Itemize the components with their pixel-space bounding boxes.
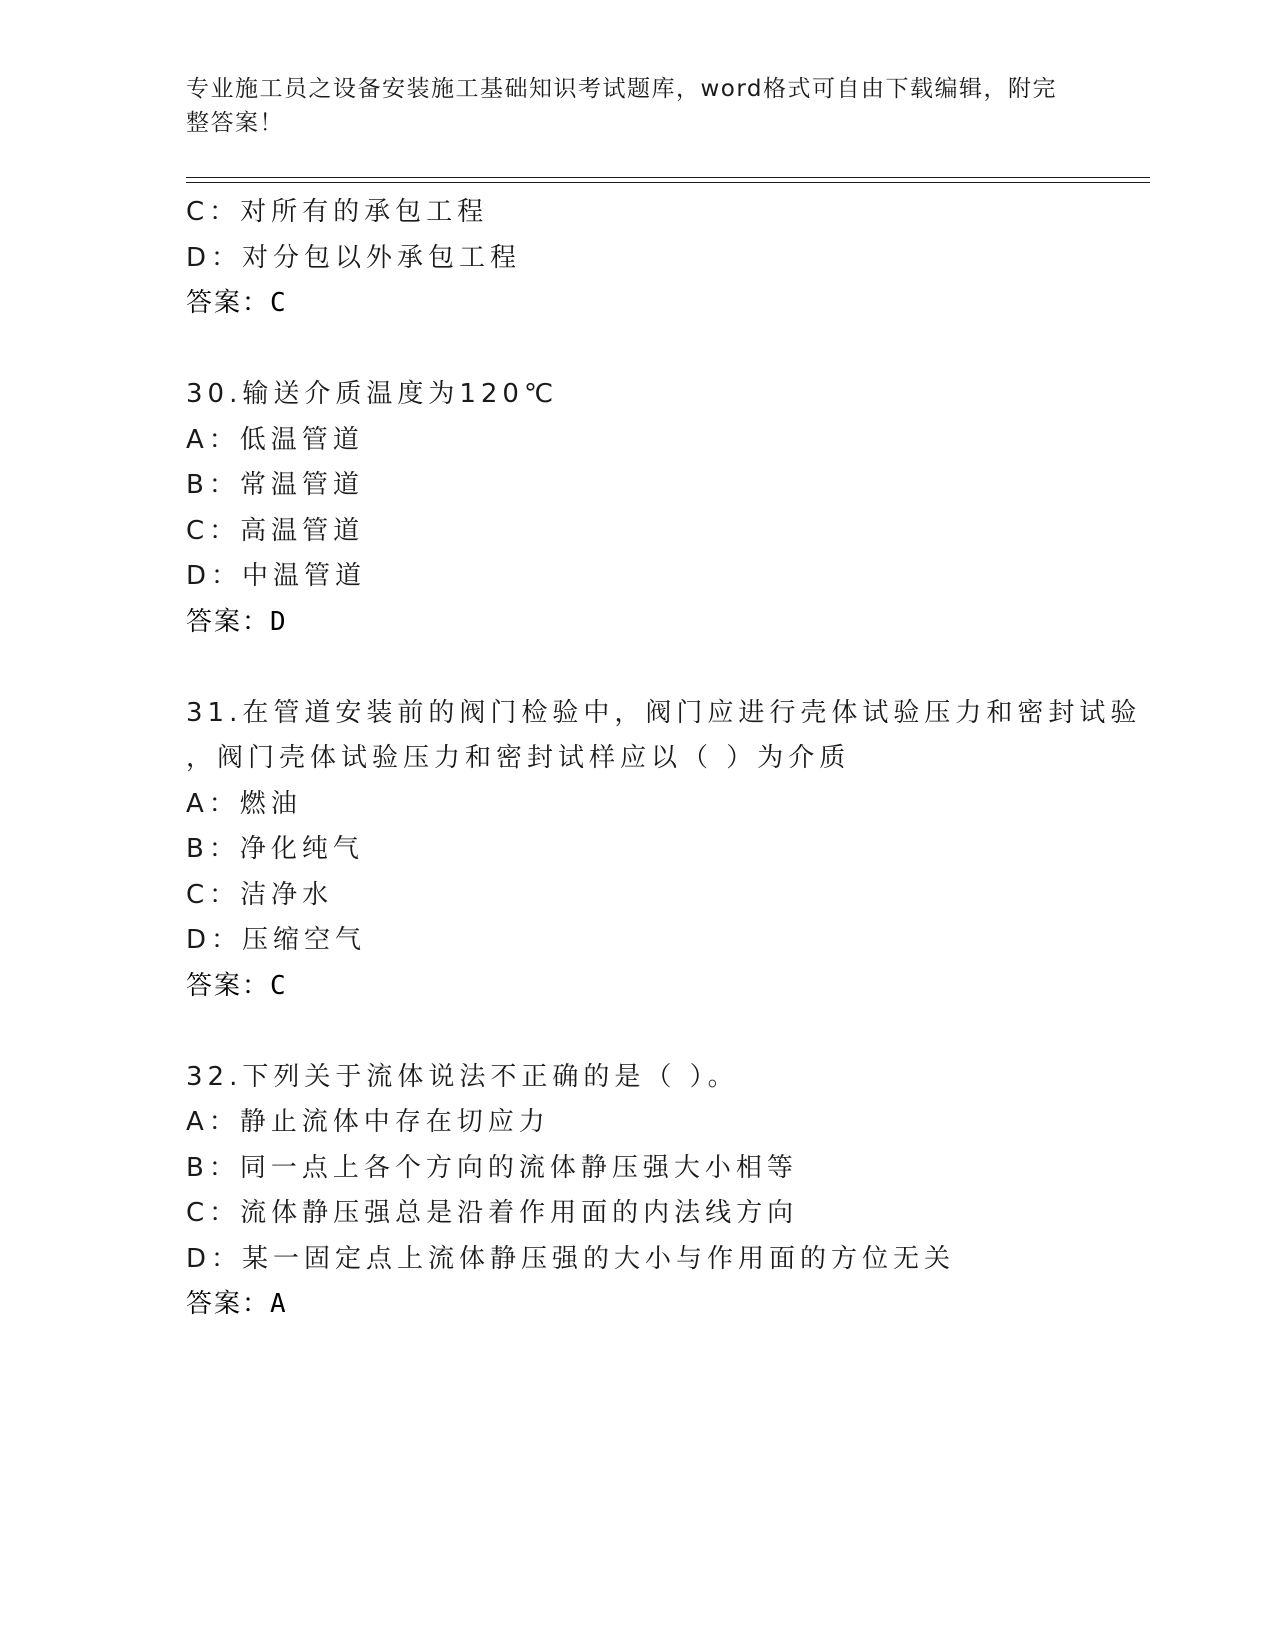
spacer <box>186 1009 1086 1055</box>
option-c: C：流体静压强总是沿着作用面的内法线方向 <box>186 1198 799 1228</box>
answer-line <box>186 1282 1086 1328</box>
option-b: B：净化纯气 <box>186 834 364 864</box>
question-29-tail <box>186 190 1086 327</box>
option-b: B：同一点上各个方向的流体静压强大小相等 <box>186 1152 798 1183</box>
answer-label: 答案： <box>186 970 271 1001</box>
option-a: A：静止流体中存在切应力 <box>186 1107 550 1137</box>
option-d: D：中温管道 <box>186 561 367 591</box>
option-b: B：常温管道 <box>186 470 364 500</box>
answer-line <box>186 600 1086 646</box>
option-c: C：高温管道 <box>186 515 365 546</box>
question-list <box>186 190 1142 1328</box>
spacer <box>186 327 1086 373</box>
answer-value: C <box>270 288 286 318</box>
answer-value: A <box>270 1289 286 1319</box>
question-stem-continued: ，阀门壳体试验压力和密封试样应以（ ）为介质 <box>186 743 851 773</box>
option-d: D：对分包以外承包工程 <box>186 242 522 273</box>
option-d: D：某一固定点上流体静压强的大小与作用面的方位无关 <box>186 1243 956 1274</box>
question-stem: 32.下列关于流体说法不正确的是（ ）。 <box>186 1061 739 1092</box>
question-stem: 30.输送介质温度为120℃ <box>186 379 559 409</box>
question-stem: 31.在管道安装前的阀门检验中，阀门应进行壳体试验压力和密封试验 <box>186 697 1142 728</box>
answer-value: C <box>270 970 286 1001</box>
header-title-line-1: 专业施工员之设备安装施工基础知识考试题库，word格式可自由下载编辑，附完 <box>186 76 1058 102</box>
spacer <box>186 645 1086 691</box>
answer-label: 答案： <box>186 1289 271 1319</box>
header-divider-bottom <box>186 182 1150 183</box>
answer-value: D <box>270 606 286 637</box>
header-divider-top <box>186 177 1150 178</box>
option-a: A：低温管道 <box>186 424 364 455</box>
page-header <box>186 72 1066 140</box>
question-32 <box>186 1055 1086 1328</box>
option-d: D：压缩空气 <box>186 925 367 955</box>
option-a: A：燃油 <box>186 788 302 819</box>
question-30 <box>186 372 1086 645</box>
answer-line <box>186 964 1086 1010</box>
answer-line <box>186 281 1086 327</box>
answer-label: 答案： <box>186 288 271 318</box>
option-c: C：对所有的承包工程 <box>186 197 489 227</box>
option-c: C：洁净水 <box>186 879 334 910</box>
header-title-line-2: 整答案！ <box>186 110 284 136</box>
question-31 <box>186 691 1142 1010</box>
answer-label: 答案： <box>186 606 271 637</box>
